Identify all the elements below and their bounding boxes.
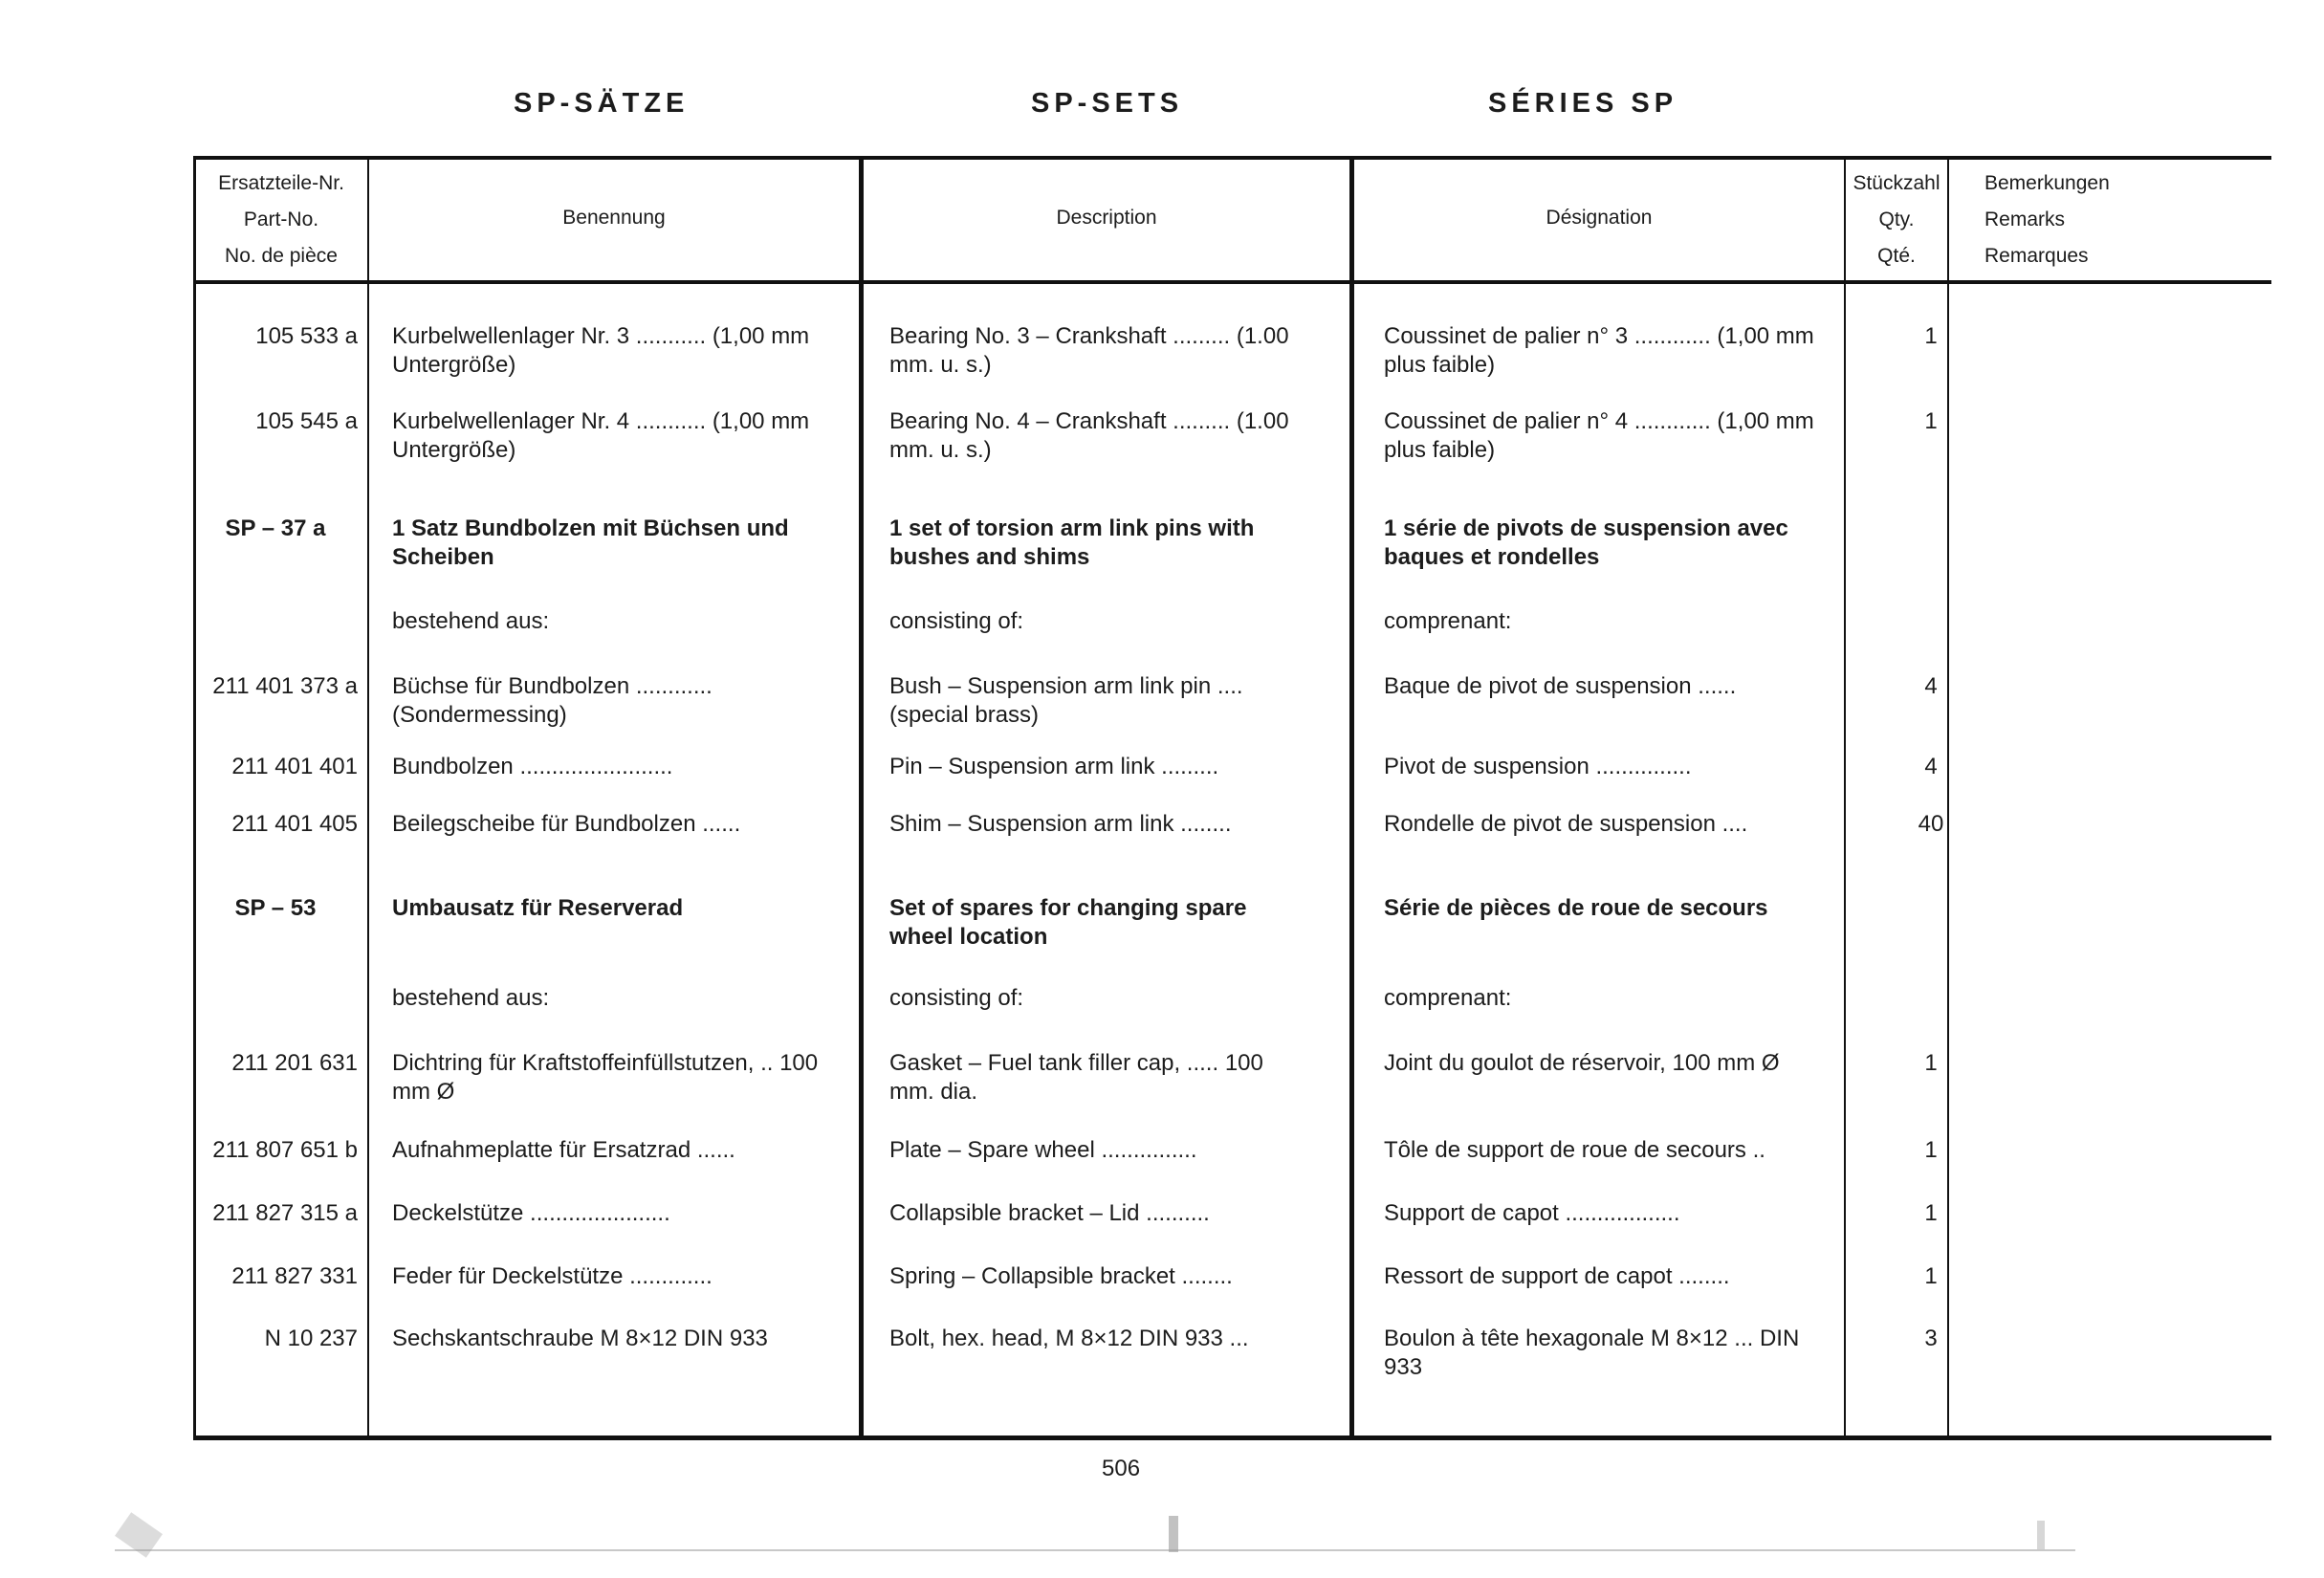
name-english: Bearing No. 3 – Crankshaft ......... (1.00 mm. u. s.) <box>889 323 1289 378</box>
name-english: Bolt, hex. head, M 8×12 DIN 933 ... <box>889 1326 1249 1351</box>
name-english: Gasket – Fuel tank filler cap, ..... 100 mm. dia. <box>889 1050 1263 1105</box>
name-german: bestehend aus: <box>392 985 550 1011</box>
title-french: SÉRIES SP <box>1488 88 1678 119</box>
name-english: consisting of: <box>889 608 1024 634</box>
quantity: 1 <box>1924 1137 1938 1163</box>
name-german: Sechskantschraube M 8×12 DIN 933 <box>392 1326 768 1351</box>
name-english: Spring – Collapsible bracket ........ <box>889 1263 1233 1289</box>
name-german: Aufnahmeplatte für Ersatzrad ...... <box>392 1137 735 1163</box>
name-english: Pin – Suspension arm link ......... <box>889 754 1219 779</box>
quantity: 4 <box>1924 754 1938 779</box>
name-french: Boulon à tête hexagonale M 8×12 ... DIN 933 <box>1384 1326 1800 1380</box>
name-english: Bearing No. 4 – Crankshaft ......... (1.00 mm. u. s.) <box>889 408 1289 463</box>
name-english: Shim – Suspension arm link ........ <box>889 811 1232 837</box>
quantity: 1 <box>1924 408 1938 434</box>
name-french: Support de capot .................. <box>1384 1200 1680 1226</box>
part-number: 211 827 331 <box>231 1263 358 1289</box>
name-english: Plate – Spare wheel ............... <box>889 1137 1197 1163</box>
col-divider-en <box>1349 156 1354 1440</box>
name-german: Beilegscheibe für Bundbolzen ...... <box>392 811 741 837</box>
part-number: 211 401 401 <box>231 754 358 779</box>
header-part-no: Ersatzteile-Nr. Part-No. No. de pièce <box>218 172 344 267</box>
col-divider-de <box>859 156 864 1440</box>
part-number: 211 401 405 <box>231 811 358 837</box>
part-number: N 10 237 <box>264 1326 358 1351</box>
name-english: 1 set of torsion arm link pins with bushes and shims <box>889 515 1255 570</box>
part-number: 105 533 a <box>255 323 358 349</box>
quantity: 1 <box>1924 323 1938 349</box>
quantity: 1 <box>1924 1050 1938 1076</box>
table-bottom-rule <box>193 1436 2271 1440</box>
col-divider-fr <box>1844 156 1846 1440</box>
page-titles <box>0 88 2324 126</box>
name-english: Bush – Suspension arm link pin .... (special brass) <box>889 673 1243 728</box>
quantity: 4 <box>1924 673 1938 699</box>
name-french: 1 série de pivots de suspension avec baques et rondelles <box>1384 515 1788 570</box>
name-english: consisting of: <box>889 985 1024 1011</box>
name-german: Kurbelwellenlager Nr. 3 ........... (1,00 mm Untergröße) <box>392 323 810 378</box>
scan-smudge <box>2037 1521 2045 1549</box>
header-remarks: Bemerkungen Remarks Remarques <box>1984 172 2110 267</box>
col-divider-part <box>367 156 369 1440</box>
set-number: SP – 37 a <box>225 515 326 541</box>
name-german: Büchse für Bundbolzen ............ (Sondermessing) <box>392 673 713 728</box>
name-german: Deckelstütze ...................... <box>392 1200 670 1226</box>
name-french: Coussinet de palier n° 4 ............ (1,00 mm plus faible) <box>1384 408 1814 463</box>
quantity: 40 <box>1918 811 1944 837</box>
quantity: 1 <box>1924 1200 1938 1226</box>
name-german: 1 Satz Bundbolzen mit Büchsen und Scheiben <box>392 515 789 570</box>
name-french: Ressort de support de capot ........ <box>1384 1263 1730 1289</box>
table-top-rule <box>193 156 2271 160</box>
name-french: comprenant: <box>1384 985 1512 1011</box>
part-number: 105 545 a <box>255 408 358 434</box>
parts-table <box>193 156 2271 1442</box>
name-german: Bundbolzen ........................ <box>392 754 673 779</box>
header-description: Description <box>1056 207 1157 229</box>
header-quantity: Stückzahl Qty. Qté. <box>1853 172 1940 267</box>
name-french: Coussinet de palier n° 3 ............ (1,00 mm plus faible) <box>1384 323 1814 378</box>
header-designation: Désignation <box>1546 207 1653 229</box>
name-french: Tôle de support de roue de secours .. <box>1384 1137 1765 1163</box>
name-french: Baque de pivot de suspension ...... <box>1384 673 1737 699</box>
name-french: Série de pièces de roue de secours <box>1384 895 1768 921</box>
page-number: 506 <box>1102 1456 1141 1481</box>
part-number: 211 401 373 a <box>212 673 358 699</box>
part-number: 211 827 315 a <box>212 1200 358 1226</box>
name-french: Rondelle de pivot de suspension .... <box>1384 811 1748 837</box>
name-german: Umbausatz für Reserverad <box>392 895 684 921</box>
quantity: 1 <box>1924 1263 1938 1289</box>
name-french: Joint du goulot de réservoir, 100 mm Ø <box>1384 1050 1780 1076</box>
header-bottom-rule <box>193 280 2271 284</box>
set-number: SP – 53 <box>234 895 317 921</box>
name-french: Pivot de suspension ............... <box>1384 754 1692 779</box>
name-french: comprenant: <box>1384 608 1512 634</box>
scan-smudge <box>115 1549 2075 1551</box>
name-german: Feder für Deckelstütze ............. <box>392 1263 713 1289</box>
title-english: SP-SETS <box>1031 88 1184 119</box>
scan-smudge <box>1169 1516 1178 1552</box>
name-german: Dichtring für Kraftstoffeinfüllstutzen, .. 100 mm Ø <box>392 1050 819 1105</box>
name-german: Kurbelwellenlager Nr. 4 ........... (1,00 mm Untergröße) <box>392 408 810 463</box>
title-german: SP-SÄTZE <box>514 88 690 119</box>
name-english: Set of spares for changing spare wheel location <box>889 895 1247 950</box>
part-number: 211 201 631 <box>231 1050 358 1076</box>
header-benennung: Benennung <box>562 207 666 229</box>
name-german: bestehend aus: <box>392 608 550 634</box>
quantity: 3 <box>1924 1326 1938 1351</box>
name-english: Collapsible bracket – Lid .......... <box>889 1200 1210 1226</box>
part-number: 211 807 651 b <box>212 1137 358 1163</box>
